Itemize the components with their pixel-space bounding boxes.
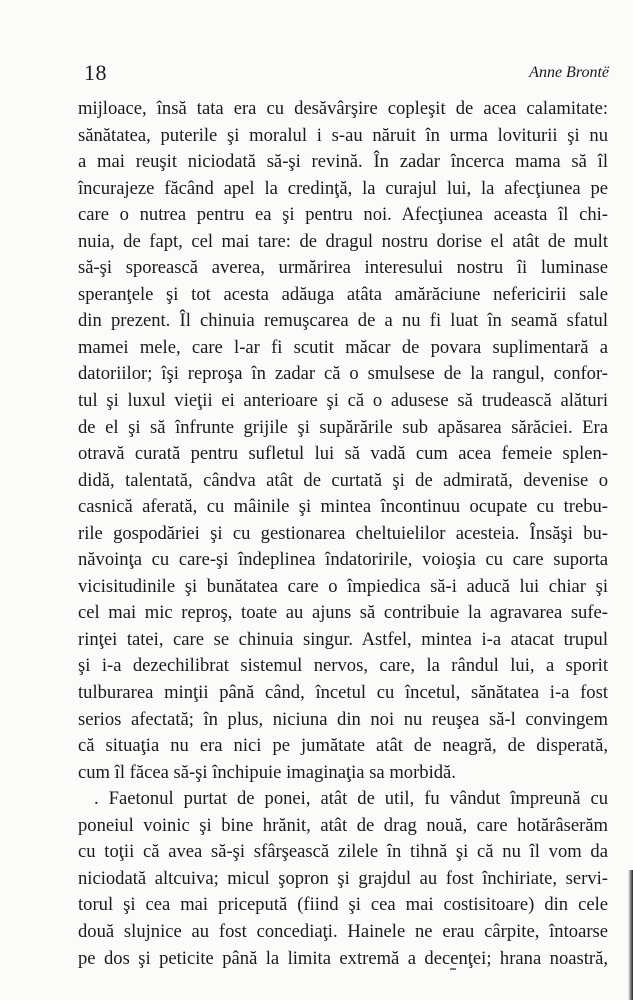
text-line: a mai reuşit niciodată să-şi revină. În zadar încerca mama să îl: [78, 151, 608, 173]
text-line: şi i-a dezechilibrat sistemul nervos, care, la rândul lui, a sporit: [78, 655, 608, 677]
text-line: cel mai mic reproş, toate au ajuns să contribuie la agravarea sufe-: [78, 602, 608, 624]
text-line: sănătatea, puterile şi moralul i s-au năruit în urma loviturii şi nu: [78, 124, 608, 146]
text-line: vicisitudinile şi bunătatea care o împiedica să-i aducă lui chiar şi: [78, 575, 608, 597]
text-line: din prezent. Îl chinuia remuşcarea de a nu fi luat în seamă sfatul: [78, 310, 608, 332]
text-line: otravă curată pentru sufletul lui să vadă cum acea femeie splen-: [78, 443, 608, 465]
text-line: încurajeze făcând apel la credinţă, la curajul lui, la afecţiunea pe: [78, 177, 608, 199]
author-name: Anne Brontë: [529, 64, 609, 81]
text-line: poneiul voinic şi bine hrănit, atât de drag nouă, care hotărâserăm: [78, 814, 608, 836]
text-line: speranţele şi tot acesta adăuga atâta amărăciune nefericirii sale: [78, 283, 608, 305]
paragraph-start-line: . Faetonul purtat de ponei, atât de util, fu vândut împreună cu: [94, 788, 608, 810]
text-line: serios afectată; în plus, niciuna din noi nu reuşea să-l convingem: [78, 708, 608, 730]
paragraph-end-line: cum îl făcea să-şi închipuie imaginaţia sa morbidă.: [78, 761, 456, 783]
text-line: torul şi cea mai pricepută (fiind şi cea mai costisitoare) din cele: [78, 894, 608, 916]
text-line: să-şi sporească averea, urmărirea interesului nostru îi luminase: [78, 257, 608, 279]
text-line: două slujnice au fost concediaţi. Hainele ne erau cârpite, întoarse: [78, 920, 608, 942]
text-line: năvoinţa cu care-şi îndeplinea îndatoririle, voioşia cu care suporta: [78, 549, 608, 571]
text-line: tulburarea minţii până când, încetul cu încetul, sănătatea i-a fost: [78, 682, 608, 704]
text-line: tul şi luxul vieţii ei anterioare şi că o adusese să trudească alături: [78, 390, 608, 412]
text-line: care o nutrea pentru ea şi pentru noi. Afecţiunea aceasta îl chi-: [78, 204, 608, 226]
text-line: datoriilor; îşi reproşa în zadar că o smulsese de la rangul, confor-: [78, 363, 608, 385]
text-line: pe dos şi peticite până la limita extremă a decenţei; hrana noastră,: [78, 947, 608, 969]
text-line: mamei mele, care l-ar fi scutit măcar de povara suplimentară a: [78, 336, 608, 358]
text-line: că situaţia nu era nici pe jumătate atât de neagră, de disperată,: [78, 735, 608, 757]
body-text: [78, 96, 608, 972]
running-header: [84, 60, 609, 90]
page-edge-shadow: [628, 870, 633, 1000]
text-line: mijloace, însă tata era cu desăvârşire copleşit de acea calamitate:: [78, 98, 608, 119]
scan-artifact-mark: [450, 968, 456, 970]
text-line: cu toţii că avea să-şi sfârşească zilele în tihnă şi că nu îl vom da: [78, 841, 608, 863]
text-line: didă, talentată, cândva atât de curtată şi de admirată, devenise o: [78, 469, 608, 491]
text-line: casnică aferată, cu mâinile şi mintea încontinuu ocupate cu trebu-: [78, 496, 608, 518]
text-line: nuia, de fapt, cel mai tare: de dragul nostru dorise el atât de mult: [78, 230, 608, 252]
text-line: de el şi să înfrunte grijile şi supărările sub apăsarea sărăciei. Era: [78, 416, 608, 438]
text-line: rile gospodăriei şi cu gestionarea cheltuielilor acesteia. Însăşi bu-: [78, 522, 608, 544]
text-line: niciodată altcuiva; micul şopron şi grajdul au fost închiriate, servi-: [78, 867, 608, 889]
text-line: rinţei tatei, care se chinuia singur. Astfel, mintea i-a atacat trupul: [78, 628, 608, 650]
page-number: 18: [84, 60, 107, 85]
